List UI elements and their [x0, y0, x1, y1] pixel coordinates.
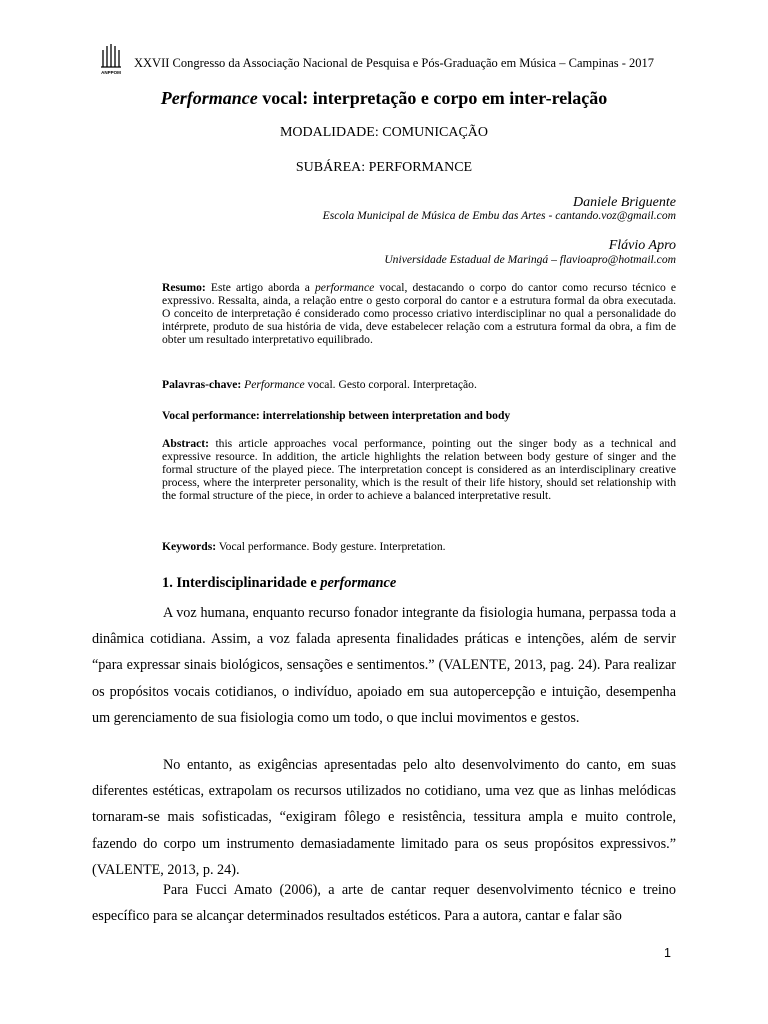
- body-paragraph-2: No entanto, as exigências apresentadas pelo alto desenvolvimento do canto, em suas diferentes estéticas, extrapolam os recursos utilizados no cotidiano, uma vez que as linhas melódicas tornaram-se mais sofisticadas, “exigiram fôlego e resistência, tessitura ampla e muito controle, fazendo do corpo um instrumento demasiadamente limitado para os seus propósitos expressivos.” (VALENTE, 2013, p. 24).: [92, 757, 676, 878]
- abstract-label: Abstract:: [162, 437, 210, 450]
- logo-text: ANPPOM: [101, 70, 121, 75]
- english-title: Vocal performance: interrelationship between interpretation and body: [162, 409, 511, 422]
- paper-title: [0, 88, 768, 109]
- palavras-text: vocal. Gesto corporal. Interpretação.: [304, 378, 477, 391]
- subarea: SUBÁREA: PERFORMANCE: [295, 160, 473, 175]
- palavras-label: Palavras-chave:: [162, 378, 242, 391]
- page-number: 1: [664, 946, 671, 960]
- title-italic: Performance: [160, 88, 258, 108]
- section-heading-text: 1. Interdisciplinaridade e: [162, 575, 321, 591]
- author-name-2: Flávio Apro: [608, 238, 676, 253]
- author-name-1: Daniele Briguente: [572, 195, 676, 210]
- modality: MODALIDADE: COMUNICAÇÃO: [279, 125, 489, 140]
- abstract: [162, 438, 676, 503]
- section-heading: [162, 575, 396, 592]
- body-paragraph-1: A voz humana, enquanto recurso fonador integrante da fisiologia humana, perpassa toda a dinâmica cotidiana. Assim, a voz falada apresenta finalidades práticas e intenções, além de servir “para expressar sinais biológicos, sensações e sentimentos.” (VALENTE, 2013, pag. 24). Para realizar os propósitos vocais cotidianos, o indivíduo, apoiado em sua autopercepção e intuição, desempenha um gerenciamento de sua fisiologia como um todo, o que inclui movimentos e gestos.: [92, 605, 676, 726]
- resumo-text-post: vocal, destacando o corpo do cantor como recurso técnico e expressivo. Ressalta, ainda, a relação entre o gesto corporal do cantor e a estrutura formal da obra executada. O conceito de interpretação é considerado como processo criativo interdisciplinar no qual a personalidade do intérprete, produto de sua história de vida, deve estabelecer relação com a estrutura formal da obra, a fim de obter um resultado interpretativo equilibrado.: [162, 281, 677, 346]
- resumo-label: Resumo:: [162, 281, 206, 294]
- resumo-italic: performance: [315, 281, 375, 294]
- conference-header: XXVII Congresso da Associação Nacional de Pesquisa e Pós-Graduação em Música – Campinas - 2017: [134, 56, 655, 70]
- author-affiliation-2: Universidade Estadual de Maringá – flavioapro@hotmail.com: [384, 253, 676, 266]
- keywords: [162, 541, 676, 554]
- keywords-label: Keywords:: [162, 540, 217, 553]
- palavras-italic: Performance: [244, 378, 305, 391]
- section-heading-italic: performance: [320, 575, 397, 591]
- abstract-text: this article approaches vocal performance, pointing out the singer body as a technical and expressive resource. In addition, the article highlights the relation between body gesture of singer and the formal structure of the played piece. The interpretation concept is considered as an interdisciplinary creative process, where the interpreter personality, which is the result of their life history, should set relationship with the formal structure of the piece, in order to achieve a balanced interpretative result.: [162, 437, 676, 502]
- title-rest: vocal: interpretação e corpo em inter-relação: [257, 88, 608, 108]
- palavras-chave: [162, 379, 676, 392]
- resumo: [162, 282, 676, 347]
- anppom-logo: [98, 40, 124, 76]
- resumo-text-pre: Este artigo aborda a: [205, 281, 315, 294]
- author-affiliation-1: Escola Municipal de Música de Embu das Artes - cantando.voz@gmail.com: [322, 209, 676, 222]
- keywords-text: Vocal performance. Body gesture. Interpretation.: [216, 540, 446, 553]
- body-paragraph-3: Para Fucci Amato (2006), a arte de cantar requer desenvolvimento técnico e treino específico para se alcançar determinados resultados estéticos. Para a autora, cantar e falar são: [92, 882, 676, 925]
